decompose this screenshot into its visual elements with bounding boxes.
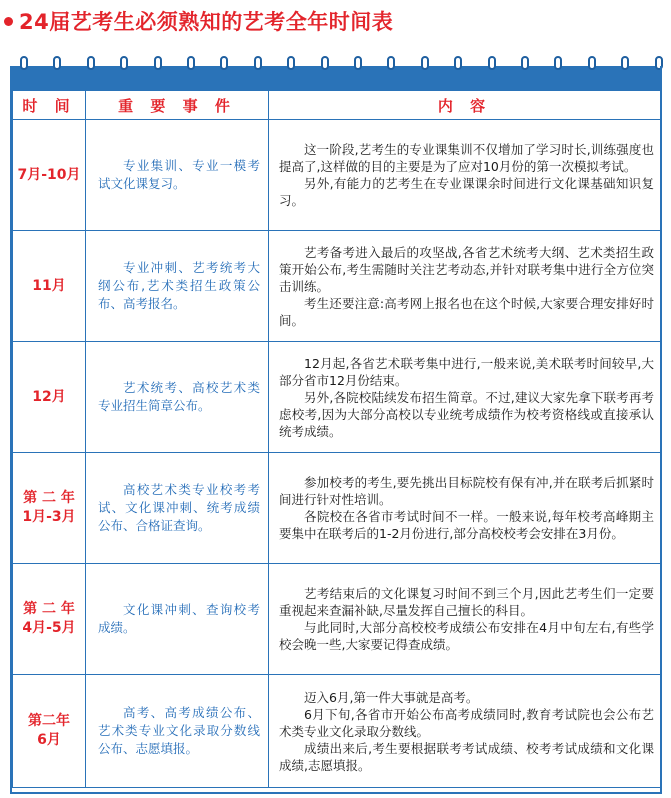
content-cell bbox=[269, 120, 661, 231]
time-label-year: 第 二 年 bbox=[23, 601, 75, 617]
page-title: 24届艺考生必须熟知的艺考全年时间表 bbox=[19, 10, 394, 34]
content-paragraph: 艺考结束后的文化课复习时间不到三个月,因此艺考生们一定要重视起来查漏补缺,尽量发挥自己擅长的科目。 bbox=[279, 586, 654, 618]
header-time: 时 间 bbox=[13, 91, 86, 120]
time-label-year: 第 二 年 bbox=[23, 490, 75, 506]
content-paragraph: 12月起,各省艺术联考集中进行,一般来说,美术联考时间较早,大部分省市12月份结束。 bbox=[279, 355, 654, 388]
event-cell bbox=[86, 120, 269, 231]
table-row bbox=[13, 564, 661, 675]
time-label: 7月-10月 bbox=[17, 166, 81, 183]
time-cell bbox=[13, 564, 86, 675]
event-text: 专业冲刺、艺考统考大纲公布,艺术类招生政策公布、高考报名。 bbox=[98, 260, 260, 311]
content-paragraph: 与此同时,大部分高校校考成绩公布安排在4月中旬左右,有些学校会晚一些,大家要记得查成绩。 bbox=[279, 620, 654, 652]
event-cell bbox=[86, 231, 269, 342]
content-paragraph: 成绩出来后,考生要根据联考考试成绩、校考考试成绩和文化课成绩,志愿填报。 bbox=[279, 740, 654, 773]
content-paragraph: 参加校考的考生,要先挑出目标院校有保有冲,并在联考后抓紧时间进行针对性培训。 bbox=[279, 475, 654, 507]
table-row bbox=[13, 675, 661, 788]
event-cell bbox=[86, 675, 269, 788]
content-cell bbox=[269, 675, 661, 788]
time-cell bbox=[13, 453, 86, 564]
time-label: 11月 bbox=[32, 277, 66, 294]
time-label-year: 第二年 bbox=[28, 713, 70, 729]
title-bar bbox=[4, 6, 393, 36]
bullet-dot-icon bbox=[4, 17, 13, 26]
time-cell bbox=[13, 675, 86, 788]
time-cell bbox=[13, 342, 86, 453]
schedule-table bbox=[12, 90, 661, 788]
time-cell bbox=[13, 120, 86, 231]
table-row bbox=[13, 453, 661, 564]
content-cell bbox=[269, 564, 661, 675]
time-cell bbox=[13, 231, 86, 342]
content-paragraph: 这一阶段,艺考生的专业课集训不仅增加了学习时长,训练强度也提高了,这样做的目的主要是为了应对10月份的第一次模拟考试。 bbox=[279, 142, 654, 174]
event-text: 文化课冲刺、查询校考成绩。 bbox=[98, 602, 260, 635]
table-row bbox=[13, 342, 661, 453]
header-content: 内 容 bbox=[269, 91, 661, 120]
content-paragraph: 考生还要注意:高考网上报名也在这个时候,大家要合理安排好时间。 bbox=[279, 295, 654, 328]
event-cell bbox=[86, 564, 269, 675]
event-text: 艺术统考、高校艺术类专业招生简章公布。 bbox=[98, 380, 260, 413]
event-cell bbox=[86, 342, 269, 453]
table-row bbox=[13, 120, 661, 231]
content-paragraph: 迈入6月,第一件大事就是高考。 bbox=[304, 689, 479, 705]
content-paragraph: 艺考备考进入最后的攻坚战,各省艺术统考大纲、艺术类招生政策开始公布,考生需随时关注艺考动态,并针对联考集中进行全方位突击训练。 bbox=[279, 244, 654, 294]
table-row bbox=[13, 231, 661, 342]
content-paragraph: 各院校在各省市考试时间不一样。一般来说,每年校考高峰期主要集中在联考后的1-2月份进行,部分高校校考会安排在3月份。 bbox=[279, 509, 654, 541]
time-label: 4月-5月 bbox=[22, 620, 76, 636]
content-paragraph: 另外,有能力的艺考生在专业课课余时间进行文化课基础知识复习。 bbox=[279, 176, 654, 208]
event-text: 高考、高考成绩公布、艺术类专业文化录取分数线公布、志愿填报。 bbox=[98, 705, 260, 756]
event-text: 专业集训、专业一模考试文化课复习。 bbox=[98, 158, 260, 191]
content-cell bbox=[269, 453, 661, 564]
event-cell bbox=[86, 453, 269, 564]
time-label: 1月-3月 bbox=[22, 509, 76, 525]
content-cell bbox=[269, 231, 661, 342]
header-row bbox=[13, 91, 661, 120]
event-text: 高校艺术类专业校考考试、文化课冲刺、统考成绩公布、合格证查询。 bbox=[98, 482, 260, 533]
content-paragraph: 另外,各院校陆续发布招生简章。不过,建议大家先拿下联考再考虑校考,因为大部分高校以专业统考成绩作为校考资格线或直接承认统考成绩。 bbox=[279, 389, 654, 439]
header-event: 重 要 事 件 bbox=[86, 91, 269, 120]
time-label: 12月 bbox=[32, 388, 66, 405]
content-paragraph: 6月下旬,各省市开始公布高考成绩同时,教育考试院也会公布艺术类专业文化录取分数线。 bbox=[279, 706, 654, 739]
time-label: 6月 bbox=[37, 732, 61, 748]
content-cell bbox=[269, 342, 661, 453]
